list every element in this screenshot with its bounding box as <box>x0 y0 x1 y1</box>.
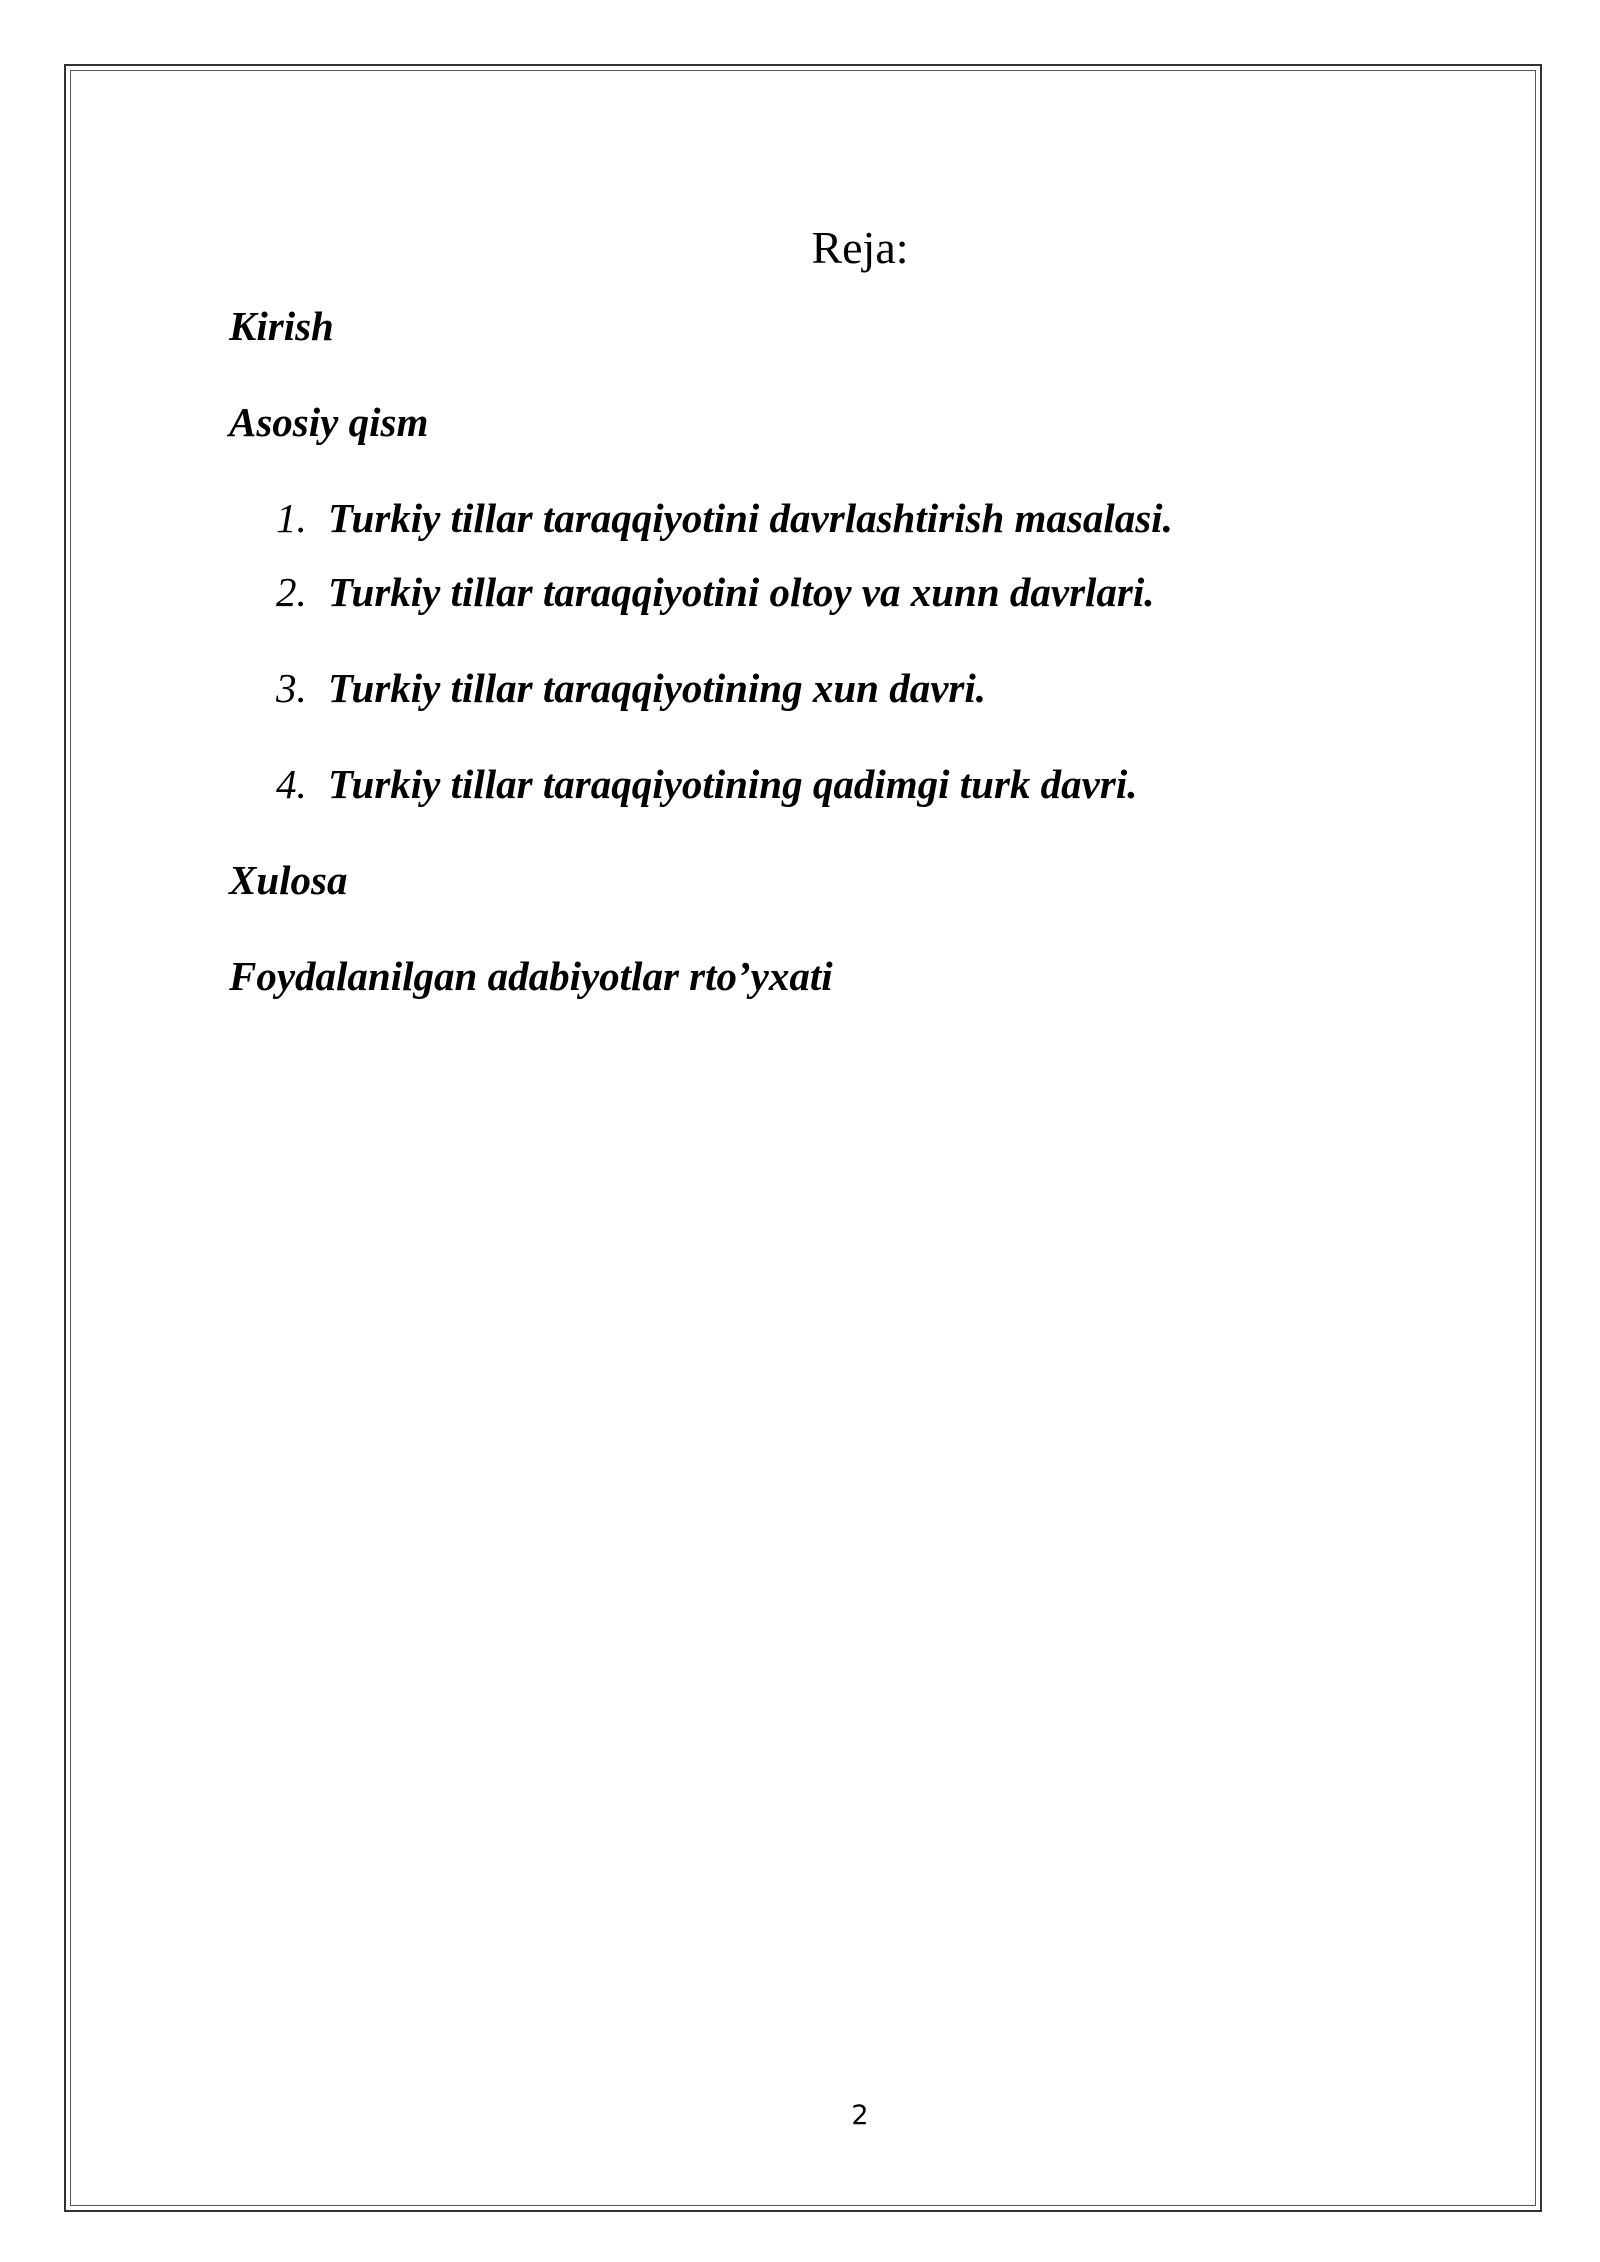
list-item-text: Turkiy tillar taraqqiyotini oltoy va xunn davrlari. <box>328 569 1155 615</box>
list-item-number: 4. <box>276 761 307 807</box>
section-references: Foydalanilgan adabiyotlar rto’yxati <box>229 953 833 999</box>
page-number: 2 <box>851 2100 869 2131</box>
list-item <box>276 490 1173 546</box>
list-item <box>276 756 1137 812</box>
section-conclusion: Xulosa <box>229 857 348 903</box>
list-item-number: 2. <box>276 569 307 615</box>
section-intro: Kirish <box>229 303 334 349</box>
list-item <box>276 564 1155 620</box>
list-item-number: 1. <box>276 495 307 541</box>
list-item <box>276 660 986 716</box>
section-main: Asosiy qism <box>229 399 429 445</box>
list-item-text: Turkiy tillar taraqqiyotining qadimgi turk davri. <box>328 761 1138 807</box>
page-border-inner <box>70 70 1536 2206</box>
page-title: Reja: <box>811 222 909 273</box>
list-item-number: 3. <box>276 665 307 711</box>
list-item-text: Turkiy tillar taraqqiyotini davrlashtirish masalasi. <box>328 495 1173 541</box>
list-item-text: Turkiy tillar taraqqiyotining xun davri. <box>328 665 987 711</box>
